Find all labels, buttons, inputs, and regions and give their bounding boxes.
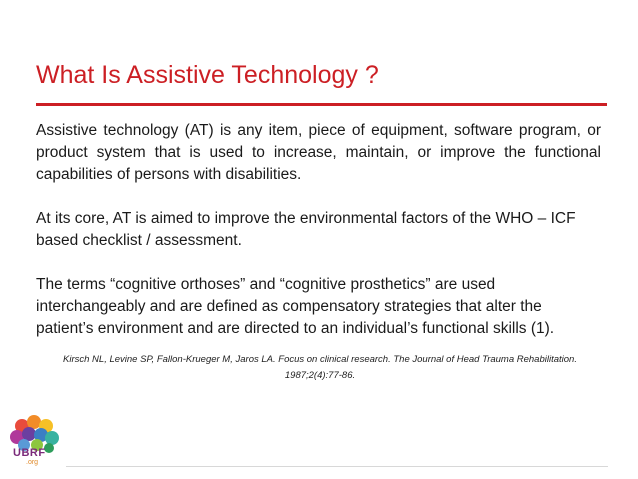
title-underline — [36, 103, 607, 106]
slide-title: What Is Assistive Technology ? — [36, 61, 379, 89]
paragraph-definition: Assistive technology (AT) is any item, piece of equipment, software program, or product system that is used to increase, maintain, or improve the functional capabilities of persons with disabilities. — [36, 122, 601, 183]
logo-subtext: .org — [26, 459, 39, 466]
citation: Kirsch NL, Levine SP, Fallon-Krueger M, Jaros LA. Focus on clinical research. The Journal of Head Trauma Rehabilitation. 1987;2(4):77-86. — [63, 354, 577, 381]
paragraph-core: At its core, AT is aimed to improve the environmental factors of the WHO – ICF based checklist / assessment. — [36, 210, 576, 249]
slide-body — [36, 120, 601, 362]
logo-text: UBRF — [13, 447, 46, 459]
footer-divider — [66, 466, 608, 467]
paragraph-terms: The terms “cognitive orthoses” and “cognitive prosthetics” are used interchangeably and are defined as compensatory strategies that alter the patient’s environment and are directed to an individual’s functional skills (1). — [36, 276, 555, 337]
